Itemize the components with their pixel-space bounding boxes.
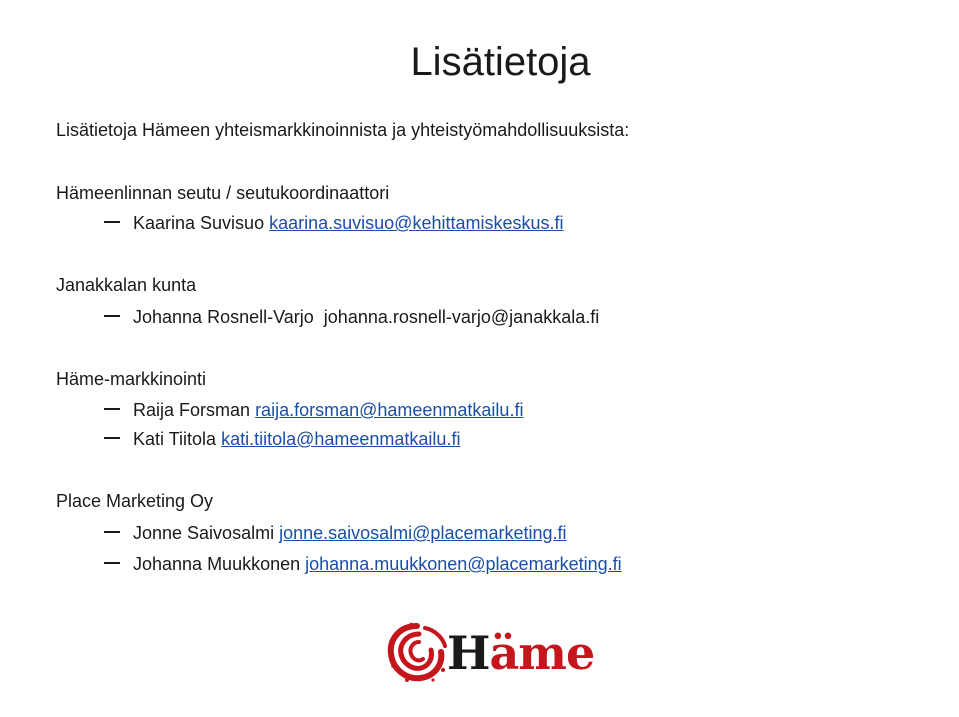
email-link-johanna-muukkonen[interactable]: johanna.muukkonen@placemarketing.fi xyxy=(305,554,622,574)
dash-bullet-icon xyxy=(104,437,120,439)
email-link-raija[interactable]: raija.forsman@hameenmatkailu.fi xyxy=(255,400,524,420)
contact-name: Johanna Rosnell-Varjo xyxy=(133,307,314,327)
email-link-kaarina[interactable]: kaarina.suvisuo@kehittamiskeskus.fi xyxy=(269,213,564,233)
section-heading-place-marketing: Place Marketing Oy xyxy=(56,491,214,511)
section-heading-hameenlinna: Hämeenlinnan seutu / seutukoordinaattori xyxy=(56,183,390,203)
swirl-logo-icon xyxy=(385,620,449,686)
email-link-kati[interactable]: kati.tiitola@hameenmatkailu.fi xyxy=(221,429,461,449)
contact-name: Jonne Saivosalmi xyxy=(133,523,275,543)
email-text-johanna-rosnell: johanna.rosnell-varjo@janakkala.fi xyxy=(323,307,600,327)
contact-name: Kaarina Suvisuo xyxy=(133,213,265,233)
contact-item xyxy=(104,522,567,544)
contact-item xyxy=(104,428,460,450)
contact-name: Kati Tiitola xyxy=(133,429,217,449)
logo-wordmark: Häme xyxy=(447,626,595,680)
dash-bullet-icon xyxy=(104,315,120,317)
contact-name: Johanna Muukkonen xyxy=(133,554,301,574)
dash-bullet-icon xyxy=(104,221,120,223)
dash-bullet-icon xyxy=(104,562,120,564)
dash-bullet-icon xyxy=(104,531,120,533)
dash-bullet-icon xyxy=(104,408,120,410)
contact-item xyxy=(104,212,564,234)
section-heading-hame-markkinointi: Häme-markkinointi xyxy=(56,369,207,389)
section-heading-janakkala: Janakkalan kunta xyxy=(56,275,197,295)
contact-item xyxy=(104,306,599,328)
intro-text: Lisätietoja Hämeen yhteismarkkinoinnista ja yhteistyömahdollisuuksista: xyxy=(56,120,630,140)
contact-name: Raija Forsman xyxy=(133,400,251,420)
page-title: Lisätietoja xyxy=(410,40,591,84)
email-link-jonne[interactable]: jonne.saivosalmi@placemarketing.fi xyxy=(279,523,567,543)
hame-logo xyxy=(385,620,595,686)
contact-item xyxy=(104,399,523,421)
contact-item xyxy=(104,553,622,575)
